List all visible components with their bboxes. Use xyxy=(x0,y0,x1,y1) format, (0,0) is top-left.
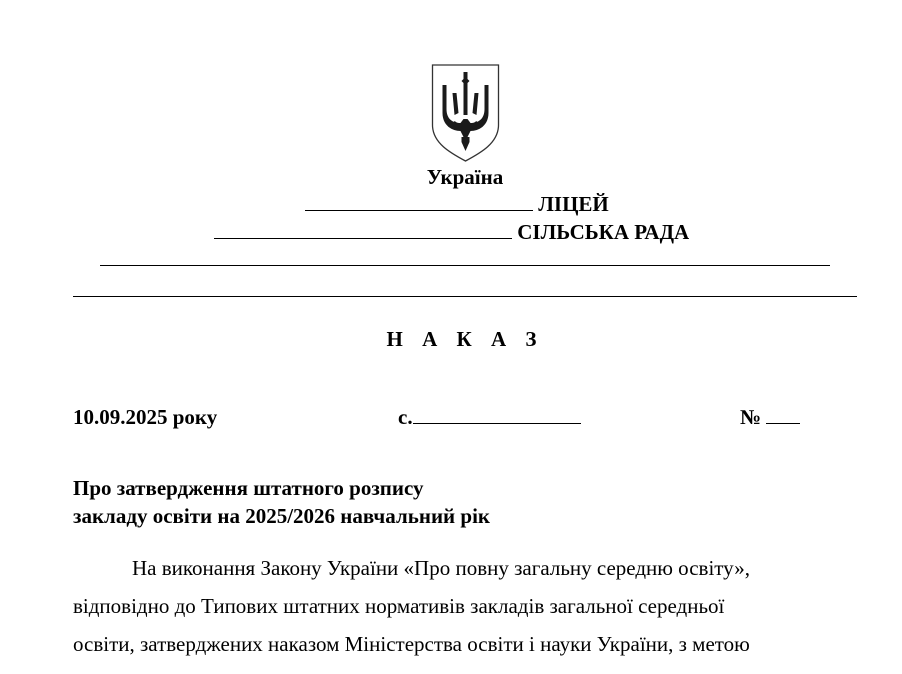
council-name-blank xyxy=(214,220,512,239)
institution-label: ЛІЦЕЙ xyxy=(538,192,609,216)
institution-name-blank xyxy=(305,192,533,211)
trident-coat-of-arms-icon xyxy=(430,63,501,163)
header-divider-lower xyxy=(73,296,857,297)
council-line xyxy=(214,220,689,245)
order-subject xyxy=(73,474,490,530)
body-line: освіти, затверджених наказом Міністерства освіти і науки України, з метою xyxy=(73,632,750,656)
subject-line: Про затвердження штатного розпису xyxy=(73,476,424,500)
place-blank xyxy=(413,405,581,424)
body-line: відповідно до Типових штатних нормативів закладів загальної середньої xyxy=(73,594,725,618)
number-prefix: № xyxy=(740,405,762,429)
council-label: СІЛЬСЬКА РАДА xyxy=(517,220,690,244)
number-blank xyxy=(766,405,800,424)
country-name: Україна xyxy=(426,165,504,189)
order-number xyxy=(740,405,800,430)
header-divider-upper xyxy=(100,265,830,266)
order-date: 10.09.2025 року xyxy=(73,405,218,429)
place-prefix: с. xyxy=(398,405,413,429)
institution-line xyxy=(305,192,609,217)
document-title: Н А К А З xyxy=(386,327,544,351)
order-body xyxy=(73,549,831,663)
subject-line: закладу освіти на 2025/2026 навчальний рік xyxy=(73,504,491,528)
order-place xyxy=(398,405,581,430)
body-line: На виконання Закону України «Про повну загальну середню освіту», xyxy=(132,556,750,580)
